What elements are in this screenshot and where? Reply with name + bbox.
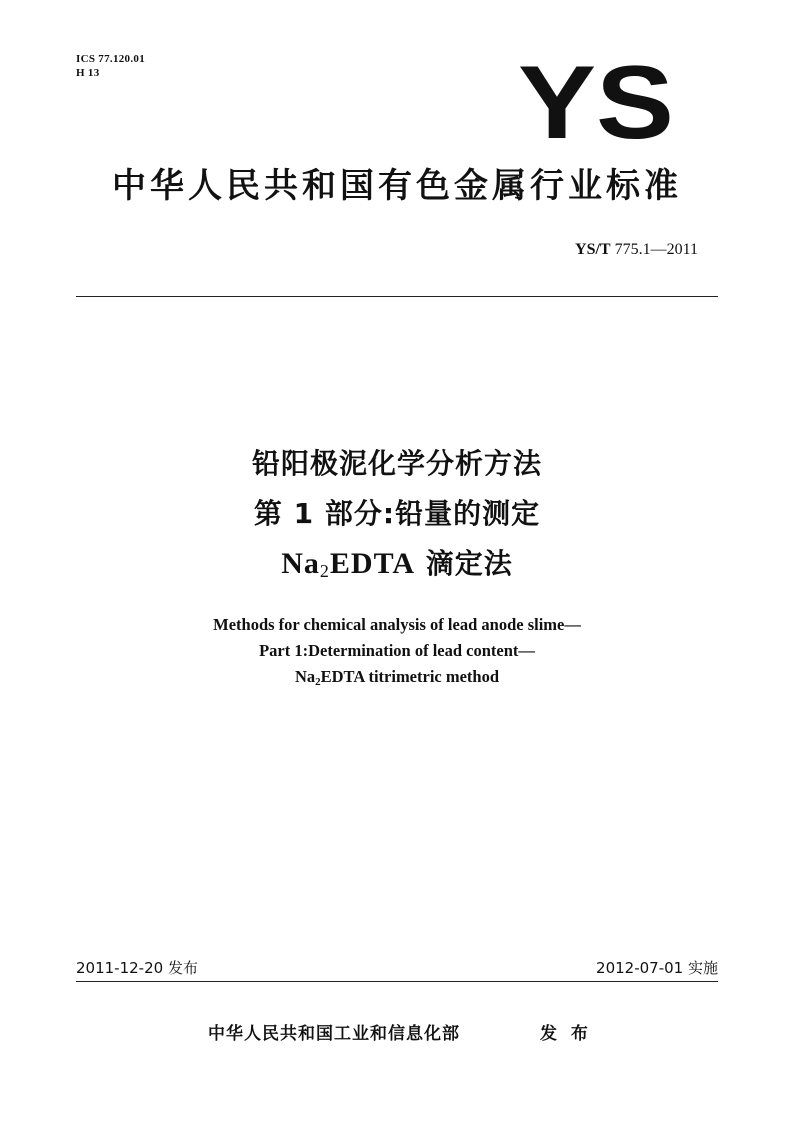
issuing-authority: 中华人民共和国工业和信息化部 [208, 1024, 460, 1044]
ys-logo-text: YS [518, 58, 674, 142]
top-divider [76, 296, 718, 297]
cn-title-subscript: 2 [319, 561, 330, 581]
implementation-date: 2012-07-01 实施 [596, 959, 718, 977]
cn-title-edta: EDTA [329, 547, 416, 580]
en-title-line-2: Part 1:Determination of lead content— [259, 641, 535, 660]
cn-title-line-1: 铅阳极泥化学分析方法 [251, 447, 542, 480]
cn-title-na: Na [281, 547, 320, 580]
en-title-line-1: Methods for chemical analysis of lead anode slime— [213, 615, 581, 634]
standard-code: YS/T [575, 241, 611, 258]
standard-category: 中华人民共和国有色金属行业标准 [112, 166, 682, 206]
en-title-line-3 [0, 664, 794, 695]
en-title-method: EDTA titrimetric method [320, 667, 500, 686]
bottom-divider [76, 981, 718, 982]
ys-logo [517, 58, 675, 142]
cn-title-line-3 [0, 544, 794, 591]
classification-codes [76, 52, 145, 80]
cn-title-method: 滴定法 [415, 547, 513, 580]
issuing-action: 发 布 [540, 1024, 592, 1044]
issue-date: 2011-12-20 发布 [76, 959, 198, 977]
en-title-subscript: 2 [315, 676, 321, 688]
ics-code: ICS 77.120.01 [76, 53, 145, 65]
en-title-na: Na [294, 667, 316, 686]
cn-title-line-2: 第 1 部分:铅量的测定 [253, 497, 541, 530]
standard-number [575, 240, 698, 260]
standard-number-value: 775.1—2011 [614, 241, 698, 258]
ccs-code: H 13 [76, 67, 100, 79]
